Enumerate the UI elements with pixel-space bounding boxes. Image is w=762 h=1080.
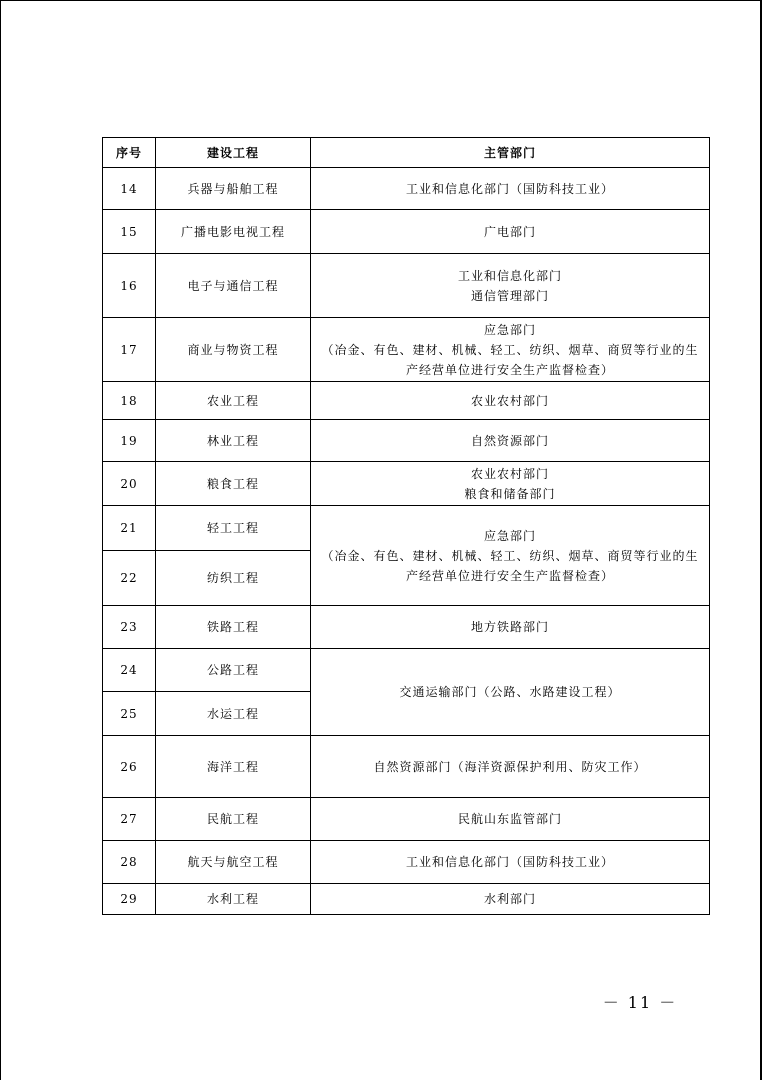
row-project: 粮食工程	[156, 462, 311, 506]
table-row	[103, 168, 710, 210]
dept-line: 工业和信息化部门	[457, 268, 562, 283]
row-dept	[311, 254, 710, 318]
row-project: 轻工工程	[156, 506, 311, 551]
row-dept	[311, 382, 710, 420]
row-project: 水利工程	[156, 884, 311, 915]
dept-line: 地方铁路部门	[470, 620, 549, 634]
row-dept	[311, 736, 710, 798]
dept-line: 民航山东监管部门	[457, 812, 562, 826]
row-project: 商业与物资工程	[156, 318, 311, 382]
row-project: 水运工程	[156, 692, 311, 736]
dept-line: 工业和信息化部门（国防科技工业）	[405, 181, 614, 196]
row-num: 24	[103, 649, 156, 692]
dept-line: 交通运输部门（公路、水路建设工程）	[399, 685, 621, 699]
dept-line: 水利部门	[483, 892, 536, 906]
dept-line: 自然资源部门（海洋资源保护利用、防灾工作）	[373, 759, 647, 774]
table-row	[103, 606, 710, 649]
row-num: 17	[103, 318, 156, 382]
row-dept	[311, 168, 710, 210]
row-dept	[311, 462, 710, 506]
table-row	[103, 254, 710, 318]
row-num: 21	[103, 506, 156, 551]
dept-line: 通信管理部门	[470, 288, 549, 303]
table-row	[103, 462, 710, 506]
page-border-left	[0, 0, 1, 1080]
page-number: － 11 －	[602, 993, 678, 1012]
row-num: 25	[103, 692, 156, 736]
row-dept	[311, 649, 710, 736]
row-num: 26	[103, 736, 156, 798]
row-project: 广播电影电视工程	[156, 210, 311, 254]
row-num: 22	[103, 551, 156, 606]
row-dept	[311, 210, 710, 254]
row-num: 18	[103, 382, 156, 420]
dept-line: 自然资源部门	[470, 433, 549, 448]
row-num: 23	[103, 606, 156, 649]
row-num: 19	[103, 420, 156, 462]
row-num: 16	[103, 254, 156, 318]
row-num: 14	[103, 168, 156, 210]
header-num: 序号	[103, 138, 156, 168]
row-num: 28	[103, 841, 156, 884]
row-project: 兵器与船舶工程	[156, 168, 311, 210]
row-project: 农业工程	[156, 382, 311, 420]
header-project: 建设工程	[156, 138, 311, 168]
table-row	[103, 420, 710, 462]
dept-line: （冶金、有色、建材、机械、轻工、纺织、烟草、商贸等行业的生	[321, 342, 699, 357]
row-dept	[311, 841, 710, 884]
table-row	[103, 382, 710, 420]
table-row	[103, 841, 710, 884]
table-row	[103, 798, 710, 841]
dept-line: 广电部门	[483, 224, 536, 239]
row-project: 公路工程	[156, 649, 311, 692]
table-row	[103, 210, 710, 254]
row-num: 20	[103, 462, 156, 506]
row-project: 林业工程	[156, 420, 311, 462]
row-dept	[311, 606, 710, 649]
page-border-top	[0, 0, 762, 1]
row-project: 民航工程	[156, 798, 311, 841]
table-header-row	[103, 138, 710, 168]
row-project: 铁路工程	[156, 606, 311, 649]
dept-line: 工业和信息化部门（国防科技工业）	[405, 855, 614, 869]
table-row	[103, 736, 710, 798]
table-row	[103, 318, 710, 382]
department-table	[102, 137, 710, 915]
dept-line: 应急部门	[483, 528, 536, 543]
dept-line: 应急部门	[483, 322, 536, 337]
row-dept	[311, 420, 710, 462]
header-dept: 主管部门	[311, 138, 710, 168]
table-row	[103, 884, 710, 915]
dept-line: （冶金、有色、建材、机械、轻工、纺织、烟草、商贸等行业的生	[321, 548, 699, 563]
row-project: 纺织工程	[156, 551, 311, 606]
dept-line: 粮食和储备部门	[464, 486, 556, 501]
table-row	[103, 649, 710, 692]
row-dept	[311, 506, 710, 606]
dept-line: 产经营单位进行安全生产监督检查）	[405, 362, 614, 377]
row-dept	[311, 318, 710, 382]
dept-line: 农业农村部门	[470, 466, 549, 481]
table-row	[103, 506, 710, 551]
dept-line: 农业农村部门	[470, 393, 549, 408]
row-project: 电子与通信工程	[156, 254, 311, 318]
row-dept	[311, 884, 710, 915]
dept-line: 产经营单位进行安全生产监督检查）	[405, 568, 614, 583]
row-num: 27	[103, 798, 156, 841]
row-dept	[311, 798, 710, 841]
row-project: 海洋工程	[156, 736, 311, 798]
row-num: 15	[103, 210, 156, 254]
row-project: 航天与航空工程	[156, 841, 311, 884]
row-num: 29	[103, 884, 156, 915]
